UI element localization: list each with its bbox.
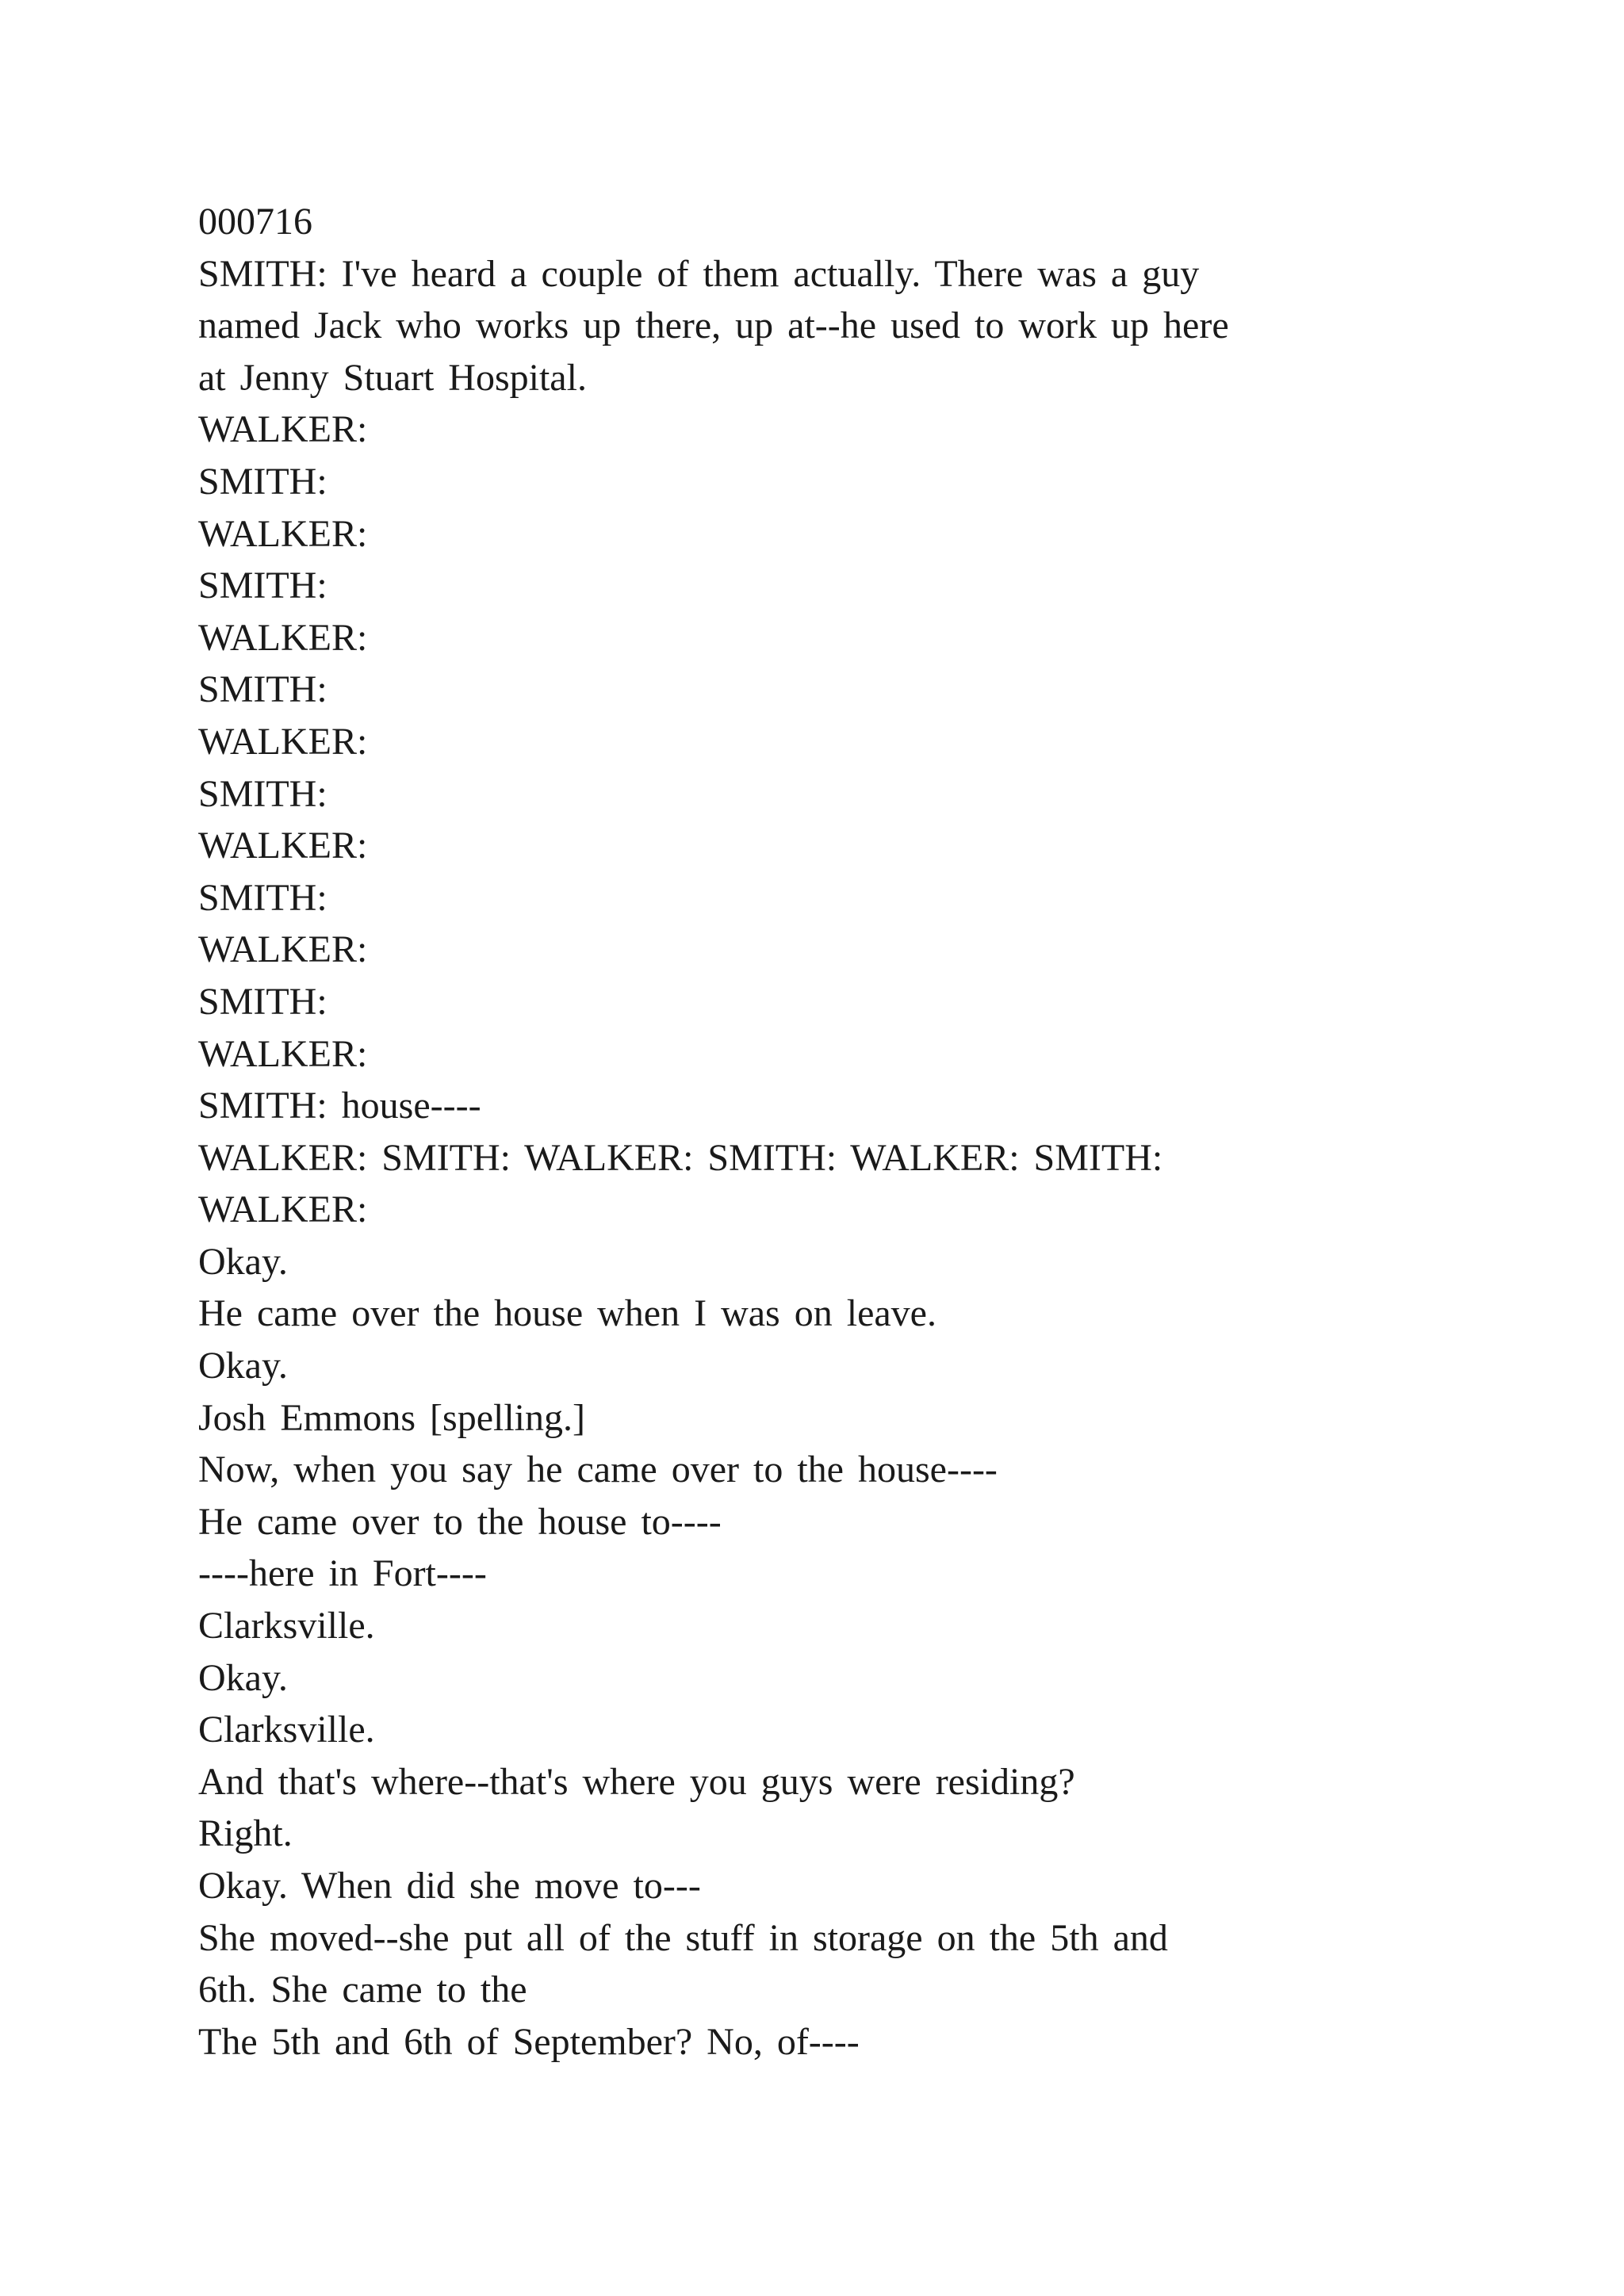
speaker-label: SMITH: (198, 980, 327, 1023)
speaker-label-row: WALKER: SMITH: WALKER: SMITH: WALKER: SMITH: (198, 1136, 1163, 1179)
transcript-line: Right. (198, 1812, 293, 1855)
speaker-label: WALKER: (198, 928, 368, 971)
transcript-line: The 5th and 6th of September? No, of---- (198, 2020, 860, 2063)
transcript-line: ----here in Fort---- (198, 1552, 487, 1595)
transcript-line: SMITH: house---- (198, 1085, 481, 1127)
speaker-label: SMITH: (198, 876, 327, 919)
transcript-line: 6th. She came to the (198, 1969, 527, 2011)
speaker-label: WALKER: (198, 1188, 368, 1231)
transcript-line: Okay. (198, 1345, 288, 1387)
speaker-label: SMITH: (198, 460, 327, 503)
speaker-label: WALKER: (198, 1032, 368, 1075)
speaker-label: SMITH: (198, 668, 327, 711)
transcript-line: Okay. (198, 1656, 288, 1699)
speaker-label: SMITH: (198, 772, 327, 815)
transcript-line: Josh Emmons [spelling.] (198, 1396, 585, 1439)
speaker-label: WALKER: (198, 512, 368, 555)
transcript-line: Clarksville. (198, 1709, 375, 1751)
transcript-line: She moved--she put all of the stuff in storage on the 5th and (198, 1916, 1168, 1959)
transcript-line: Okay. When did she move to--- (198, 1865, 701, 1907)
transcript-line: Okay. (198, 1240, 288, 1283)
speaker-label: WALKER: (198, 720, 368, 763)
speaker-label: SMITH: (198, 564, 327, 607)
transcript-line: named Jack who works up there, up at--he used to work up here (198, 304, 1229, 347)
transcript-text (198, 196, 1435, 2068)
speaker-label: WALKER: (198, 616, 368, 659)
transcript-line: Now, when you say he came over to the house---- (198, 1448, 998, 1491)
transcript-line: Clarksville. (198, 1605, 375, 1647)
page-number: 000716 (198, 201, 312, 243)
transcript-line: He came over the house when I was on leave. (198, 1292, 936, 1335)
transcript-line: SMITH: I've heard a couple of them actually. There was a guy (198, 252, 1200, 295)
transcript-line: at Jenny Stuart Hospital. (198, 356, 587, 399)
speaker-label: WALKER: (198, 408, 368, 451)
transcript-line: And that's where--that's where you guys were residing? (198, 1760, 1075, 1803)
speaker-label: WALKER: (198, 825, 368, 867)
transcript-line: He came over to the house to---- (198, 1500, 722, 1543)
